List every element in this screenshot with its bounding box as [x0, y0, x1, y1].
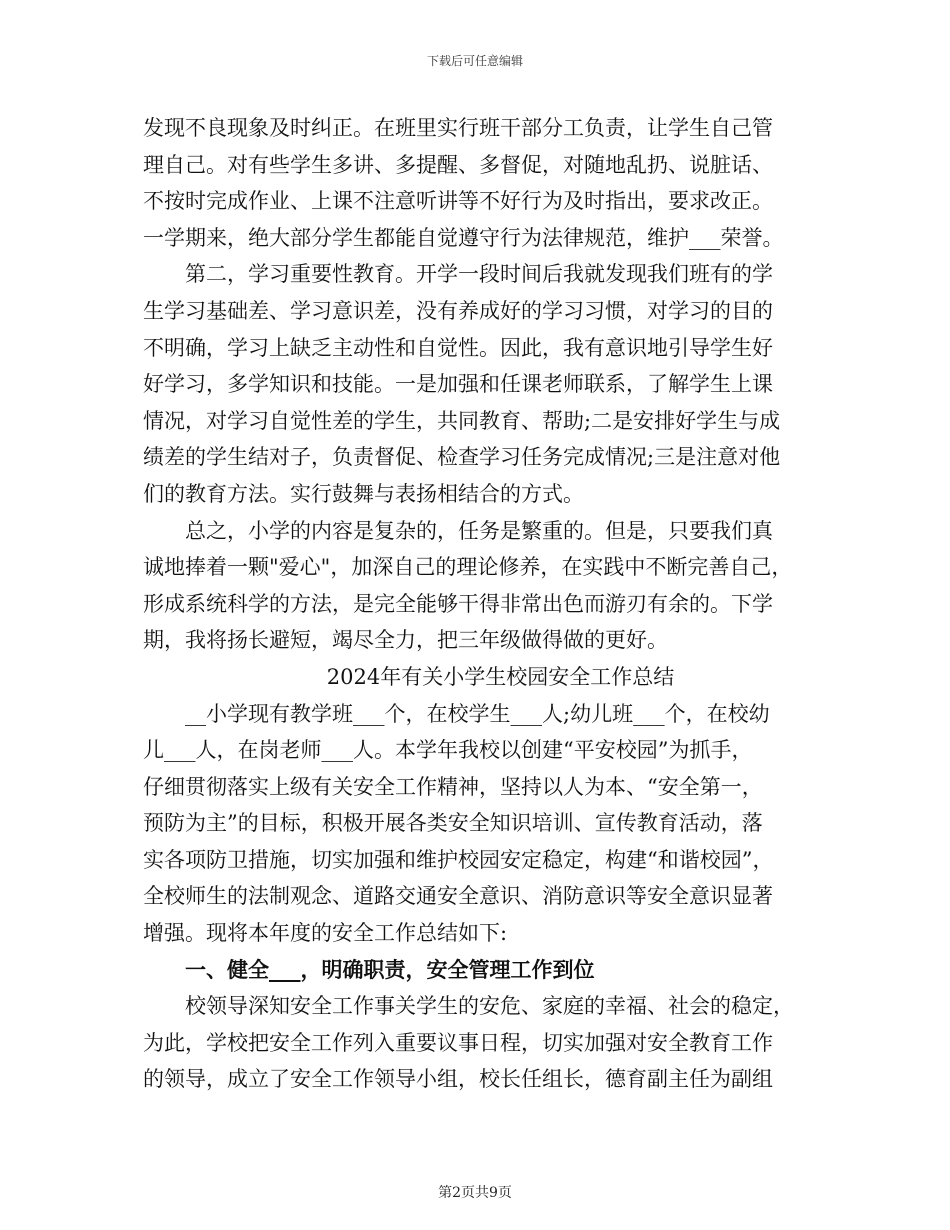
paragraph-line: 不明确，学习上缺乏主动性和自觉性。因此，我有意识地引导学生好 — [143, 335, 773, 360]
paragraph-line: 理自己。对有些学生多讲、多提醒、多督促，对随地乱扔、说脏话、 — [143, 152, 773, 177]
paragraph-line: 不按时完成作业、上课不注意听讲等不好行为及时指出，要求改正。 — [143, 189, 773, 214]
paragraph-line: 预防为主”的目标，积极开展各类安全知识培训、宣传教育活动，落 — [143, 811, 763, 836]
paragraph-line: __小学现有教学班___个，在校学生___人;幼儿班___个，在校幼 — [185, 701, 770, 726]
paragraph-line: 仔细贯彻落实上级有关安全工作精神，坚持以人为本、“安全第一， — [143, 774, 763, 799]
paragraph-line: 生学习基础差、学习意识差，没有养成好的学习习惯，对学习的目的 — [143, 298, 773, 323]
paragraph-line: 好学习，多学知识和技能。一是加强和任课老师联系，了解学生上课 — [143, 372, 773, 397]
paragraph-line: 总之，小学的内容是复杂的，任务是繁重的。但是，只要我们真 — [185, 518, 773, 543]
paragraph-line: 实各项防卫措施，切实加强和维护校园安定稳定，构建“和谐校园”， — [143, 847, 774, 872]
page-header: 下载后可任意编辑 — [426, 54, 523, 68]
paragraph-line: 第二，学习重要性教育。开学一段时间后我就发现我们班有的学 — [185, 262, 773, 287]
paragraph-line: 为此，学校把安全工作列入重要议事日程，切实加强对安全教育工作 — [143, 1030, 773, 1055]
paragraph-line: 全校师生的法制观念、道路交通安全意识、消防意识等安全意识显著 — [143, 884, 773, 909]
section-title: 2024年有关小学生校园安全工作总结 — [326, 664, 675, 689]
page-footer: 第2页共9页 — [438, 1185, 512, 1201]
paragraph-line: 发现不良现象及时纠正。在班里实行班干部分工负责，让学生自己管 — [143, 116, 773, 140]
paragraph-line: 诚地捧着一颗"爱心"，加深自己的理论修养，在实践中不断完善自己， — [143, 555, 793, 580]
paragraph-line: 期，我将扬长避短，竭尽全力，把三年级做得做的更好。 — [143, 628, 668, 653]
paragraph-line: 儿___人，在岗老师___人。本学年我校以创建“平安校园”为抓手， — [143, 738, 753, 763]
paragraph-line: 校领导深知安全工作事关学生的安危、家庭的幸福、社会的稳定， — [185, 994, 794, 1019]
paragraph-line: 绩差的学生结对子，负责督促、检查学习任务完成情况;三是注意对他 — [143, 445, 781, 470]
paragraph-line: 增强。现将本年度的安全工作总结如下: — [143, 921, 508, 946]
document-body — [143, 110, 808, 1098]
paragraph-line: 形成系统科学的方法，是完全能够干得非常出色而游刃有余的。下学 — [143, 591, 773, 616]
paragraph-line: 们的教育方法。实行鼓舞与表扬相结合的方式。 — [143, 481, 584, 506]
paragraph-line: 情况，对学习自觉性差的学生，共同教育、帮助;二是安排好学生与成 — [143, 408, 781, 433]
paragraph-line: 一学期来，绝大部分学生都能自觉遵守行为法律规范，维护___荣誉。 — [143, 225, 784, 250]
paragraph-line: 的领导，成立了安全工作领导小组，校长任组长，德育副主任为副组 — [143, 1067, 773, 1092]
section-heading: 一、健全___，明确职责，安全管理工作到位 — [185, 956, 595, 982]
